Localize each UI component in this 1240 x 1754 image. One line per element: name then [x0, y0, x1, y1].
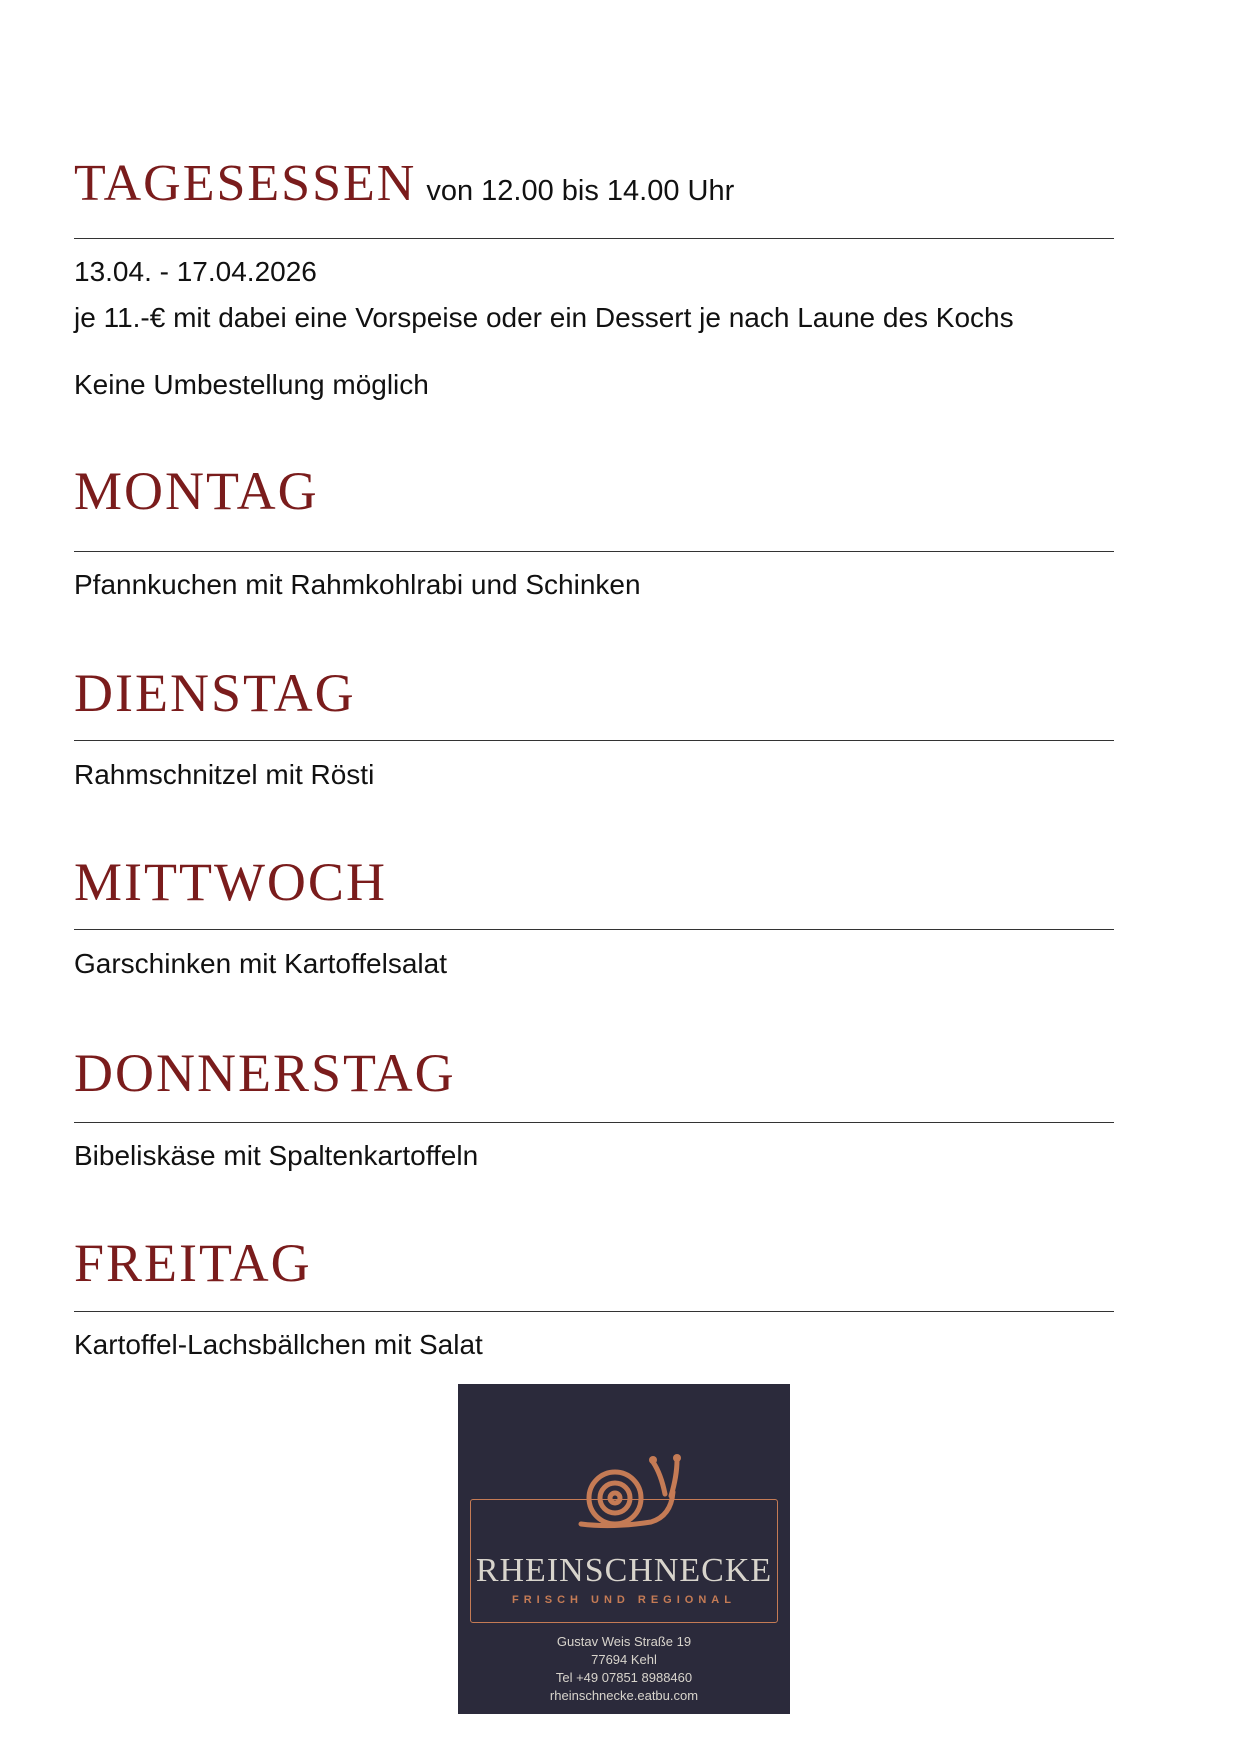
divider: [74, 1311, 1114, 1312]
logo-brand: RHEINSCHNECKE: [475, 1552, 773, 1589]
price-note: je 11.-€ mit dabei eine Vorspeise oder ein Dessert je nach Laune des Kochs: [74, 302, 1014, 333]
page-title: TAGESESSEN: [74, 155, 417, 212]
divider: [74, 740, 1114, 741]
dish-mittwoch: Garschinken mit Kartoffelsalat: [74, 948, 447, 979]
serving-hours: von 12.00 bis 14.00 Uhr: [426, 175, 735, 207]
logo-city: 77694 Kehl: [591, 1652, 657, 1667]
dish-freitag: Kartoffel-Lachsbällchen mit Salat: [74, 1329, 483, 1360]
date-range: 13.04. - 17.04.2026: [74, 256, 317, 287]
logo-web: rheinschnecke.eatbu.com: [549, 1688, 699, 1703]
day-heading-mittwoch: MITTWOCH: [74, 852, 387, 912]
divider: [74, 929, 1114, 930]
day-heading-freitag: FREITAG: [74, 1233, 312, 1293]
dish-donnerstag: Bibeliskäse mit Spaltenkartoffeln: [74, 1140, 479, 1171]
day-heading-montag: MONTAG: [74, 461, 319, 521]
logo-street: Gustav Weis Straße 19: [556, 1634, 692, 1649]
divider: [74, 1122, 1114, 1123]
day-heading-dienstag: DIENSTAG: [74, 663, 356, 723]
dish-dienstag: Rahmschnitzel mit Rösti: [74, 759, 375, 790]
logo-phone: Tel +49 07851 8988460: [555, 1670, 693, 1685]
divider: [74, 551, 1114, 552]
snail-icon: [573, 1452, 683, 1532]
divider: [74, 238, 1114, 239]
notice: Keine Umbestellung möglich: [74, 369, 429, 400]
day-heading-donnerstag: DONNERSTAG: [74, 1043, 456, 1103]
dish-montag: Pfannkuchen mit Rahmkohlrabi und Schinken: [74, 569, 641, 600]
restaurant-logo: [458, 1384, 790, 1714]
logo-tagline: FRISCH UND REGIONAL: [512, 1594, 736, 1606]
title-row: [74, 155, 735, 212]
